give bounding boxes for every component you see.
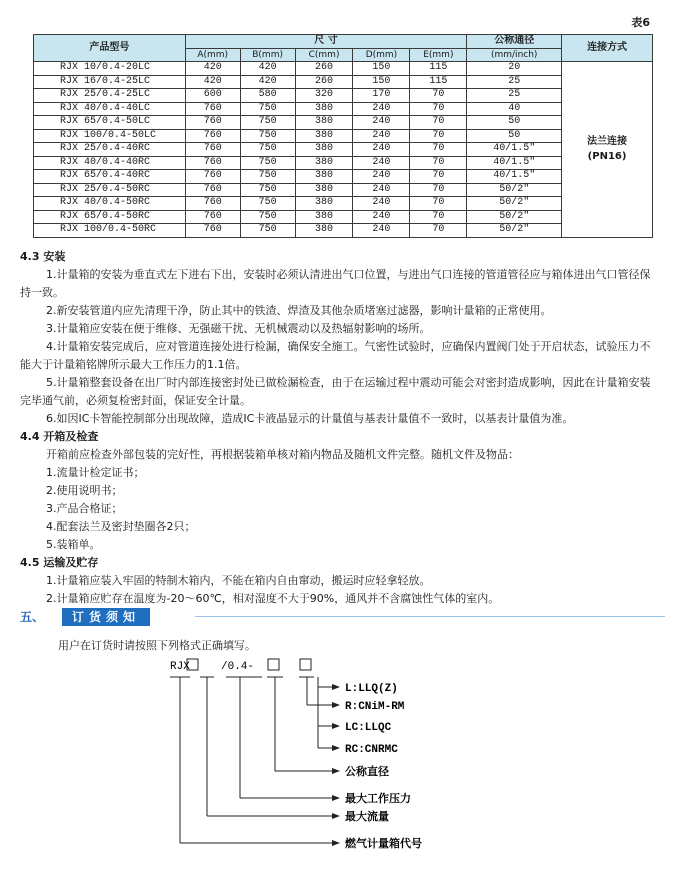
cell-dimension: 760 — [185, 129, 240, 143]
type-option: L:LLQ(Z) — [345, 683, 398, 695]
cell-dimension: 70 — [410, 210, 467, 224]
cell-nominal: 50/2" — [467, 210, 562, 224]
cell-dimension: 70 — [410, 183, 467, 197]
paragraph: 1.计量箱应装入牢固的特制木箱内，不能在箱内自由窜动，搬运时应轻拿轻放。 — [46, 574, 431, 587]
cell-dimension: 750 — [240, 197, 295, 211]
list-item: 1.流量计检定证书； — [46, 466, 145, 479]
cell-dimension: 750 — [240, 156, 295, 170]
cell-dimension: 260 — [295, 75, 353, 89]
cell-dimension: 240 — [353, 224, 410, 238]
cell-model: RJX 25/0.4-40RC — [34, 143, 186, 157]
cell-dimension: 240 — [353, 116, 410, 130]
list-item: 4.配套法兰及密封垫圈各2只； — [46, 520, 196, 533]
section-heading: 4.5 运输及贮存 — [20, 556, 99, 569]
cell-dimension: 380 — [295, 129, 353, 143]
table-row — [34, 197, 653, 211]
header-col-d: D(mm) — [353, 48, 410, 62]
cell-dimension: 580 — [240, 89, 295, 103]
cell-dimension: 760 — [185, 197, 240, 211]
label-max-flow: 最大流量 — [345, 810, 389, 823]
cell-nominal: 50/2" — [467, 224, 562, 238]
heading-rule — [195, 616, 665, 617]
cell-nominal: 50 — [467, 116, 562, 130]
cell-nominal: 50 — [467, 129, 562, 143]
type-option: R:CNiM-RM — [345, 701, 405, 713]
cell-model: RJX 65/0.4-50RC — [34, 210, 186, 224]
cell-dimension: 760 — [185, 143, 240, 157]
cell-dimension: 320 — [295, 89, 353, 103]
header-col-b: B(mm) — [240, 48, 295, 62]
cell-dimension: 380 — [295, 224, 353, 238]
header-connection: 连接方式 — [562, 35, 653, 62]
cell-connection — [562, 62, 653, 238]
cell-dimension: 240 — [353, 129, 410, 143]
cell-model: RJX 100/0.4-50RC — [34, 224, 186, 238]
cell-model: RJX 100/0.4-50LC — [34, 129, 186, 143]
cell-nominal: 25 — [467, 89, 562, 103]
header-model: 产品型号 — [34, 35, 186, 62]
type-option: RC:CNRMC — [345, 744, 398, 756]
cell-model: RJX 40/0.4-50RC — [34, 197, 186, 211]
list-item: 3.产品合格证； — [46, 502, 123, 515]
paragraph: 2.新安装管道内应先清理干净，防止其中的铁渣、焊渣及其他杂质堵塞过滤器，影响计量箱的正常使用。 — [46, 304, 552, 317]
cell-dimension: 750 — [240, 210, 295, 224]
cell-dimension: 750 — [240, 170, 295, 184]
table-caption: 表6 — [631, 16, 650, 29]
paragraph: 4.计量箱安装完成后，应对管道连接处进行检漏，确保安全施工。气密性试验时，应确保内置阀门处于开启状态，试验压力不能大于计量箱铭牌所示最大工作压力的1.1倍。 — [20, 340, 651, 371]
cell-dimension: 760 — [185, 224, 240, 238]
code-mid: /0.4- — [221, 661, 255, 673]
cell-dimension: 115 — [410, 62, 467, 76]
spec-table — [33, 34, 653, 238]
cell-dimension: 750 — [240, 116, 295, 130]
cell-dimension: 380 — [295, 156, 353, 170]
cell-dimension: 420 — [240, 62, 295, 76]
connection-pressure: (PN16) — [587, 151, 627, 163]
cell-dimension: 70 — [410, 102, 467, 116]
order-intro: 用户在订货时请按照下列格式正确填写。 — [58, 639, 256, 652]
paragraph: 6.如因IC卡智能控制部分出现故障，造成IC卡液晶显示的计量值与基表计量值不一致时，以基表计量值为准。 — [46, 412, 574, 425]
table-row — [34, 62, 653, 76]
cell-dimension: 600 — [185, 89, 240, 103]
cell-model: RJX 40/0.4-40RC — [34, 156, 186, 170]
list-item: 2.使用说明书； — [46, 484, 123, 497]
cell-dimension: 750 — [240, 224, 295, 238]
cell-dimension: 70 — [410, 224, 467, 238]
cell-model: RJX 65/0.4-40RC — [34, 170, 186, 184]
table-row — [34, 129, 653, 143]
cell-dimension: 240 — [353, 102, 410, 116]
order-code-diagram — [0, 655, 674, 890]
cell-dimension: 70 — [410, 197, 467, 211]
cell-dimension: 70 — [410, 89, 467, 103]
header-nominal-unit: (mm/inch) — [467, 48, 562, 62]
placeholder-box — [268, 659, 279, 670]
paragraph: 3.计量箱应安装在便于维修、无强磁干扰、无机械震动以及热辐射影响的场所。 — [46, 322, 431, 335]
cell-dimension: 240 — [353, 156, 410, 170]
paragraph: 2.计量箱应贮存在温度为-20～60℃，相对湿度不大于90%，通风并不含腐蚀性气体的室内。 — [46, 592, 500, 605]
cell-dimension: 70 — [410, 129, 467, 143]
label-box-code: 燃气计量箱代号 — [345, 837, 422, 850]
cell-dimension: 380 — [295, 116, 353, 130]
cell-dimension: 760 — [185, 156, 240, 170]
cell-dimension: 760 — [185, 183, 240, 197]
cell-dimension: 380 — [295, 143, 353, 157]
cell-dimension: 760 — [185, 116, 240, 130]
section-title-bar: 订货须知 — [62, 608, 150, 626]
table-row — [34, 89, 653, 103]
cell-dimension: 760 — [185, 102, 240, 116]
cell-nominal: 40/1.5" — [467, 170, 562, 184]
paragraph: 5.计量箱整套设备在出厂时内部连接密封处已做检漏检查，由于在运输过程中震动可能会对密封造成影响，因此在计量箱安装完毕通气前，必须复检密封面，保证安全计量。 — [20, 376, 651, 407]
cell-nominal: 25 — [467, 75, 562, 89]
label-max-pressure: 最大工作压力 — [345, 792, 411, 805]
cell-dimension: 260 — [295, 62, 353, 76]
cell-dimension: 70 — [410, 170, 467, 184]
cell-nominal: 50/2" — [467, 197, 562, 211]
table-row — [34, 116, 653, 130]
table-row — [34, 170, 653, 184]
table-body — [34, 62, 653, 238]
cell-dimension: 420 — [240, 75, 295, 89]
header-col-c: C(mm) — [295, 48, 353, 62]
header-nominal: 公称通径 — [467, 35, 562, 49]
cell-dimension: 240 — [353, 143, 410, 157]
section-number: 五、 — [20, 610, 45, 624]
cell-dimension: 70 — [410, 116, 467, 130]
code-prefix: RJX — [170, 661, 190, 673]
cell-dimension: 750 — [240, 143, 295, 157]
cell-model: RJX 65/0.4-50LC — [34, 116, 186, 130]
table-row — [34, 183, 653, 197]
cell-dimension: 240 — [353, 210, 410, 224]
cell-model: RJX 16/0.4-25LC — [34, 75, 186, 89]
type-option: LC:LLQC — [345, 722, 392, 734]
cell-nominal: 20 — [467, 62, 562, 76]
table-row — [34, 75, 653, 89]
cell-dimension: 240 — [353, 170, 410, 184]
cell-nominal: 40/1.5" — [467, 156, 562, 170]
table-row — [34, 143, 653, 157]
cell-model: RJX 25/0.4-50RC — [34, 183, 186, 197]
cell-model: RJX 10/0.4-20LC — [34, 62, 186, 76]
label-nominal-diameter: 公称直径 — [345, 765, 389, 778]
cell-dimension: 420 — [185, 75, 240, 89]
cell-dimension: 380 — [295, 170, 353, 184]
header-col-e: E(mm) — [410, 48, 467, 62]
placeholder-box — [300, 659, 311, 670]
section-5-heading — [20, 608, 150, 626]
cell-dimension: 115 — [410, 75, 467, 89]
cell-dimension: 750 — [240, 102, 295, 116]
cell-dimension: 380 — [295, 210, 353, 224]
cell-dimension: 380 — [295, 183, 353, 197]
header-col-a: A(mm) — [185, 48, 240, 62]
paragraph: 开箱前应检查外部包装的完好性，再根据装箱单核对箱内物品及随机文件完整。随机文件及物品： — [46, 448, 519, 461]
cell-dimension: 240 — [353, 197, 410, 211]
cell-dimension: 760 — [185, 210, 240, 224]
connection-type: 法兰连接 — [587, 136, 628, 148]
cell-dimension: 380 — [295, 197, 353, 211]
header-dims: 尺 寸 — [185, 35, 467, 49]
cell-dimension: 380 — [295, 102, 353, 116]
cell-dimension: 70 — [410, 143, 467, 157]
table-row — [34, 210, 653, 224]
cell-dimension: 150 — [353, 62, 410, 76]
cell-dimension: 170 — [353, 89, 410, 103]
cell-dimension: 240 — [353, 183, 410, 197]
table-row — [34, 102, 653, 116]
cell-model: RJX 25/0.4-25LC — [34, 89, 186, 103]
cell-nominal: 50/2" — [467, 183, 562, 197]
cell-dimension: 70 — [410, 156, 467, 170]
cell-dimension: 420 — [185, 62, 240, 76]
cell-dimension: 150 — [353, 75, 410, 89]
paragraph: 1.计量箱的安装为垂直式左下进右下出，安装时必须认清进出气口位置，与进出气口连接的管道管径应与箱体进出气口管径保持一致。 — [20, 268, 651, 299]
section-4-3 — [20, 248, 660, 608]
table-row — [34, 224, 653, 238]
section-heading: 4.4 开箱及检查 — [20, 430, 99, 443]
cell-nominal: 40/1.5" — [467, 143, 562, 157]
cell-dimension: 750 — [240, 183, 295, 197]
cell-dimension: 760 — [185, 170, 240, 184]
table-row — [34, 156, 653, 170]
section-heading: 4.3 安装 — [20, 250, 66, 263]
cell-dimension: 750 — [240, 129, 295, 143]
cell-nominal: 40 — [467, 102, 562, 116]
cell-model: RJX 40/0.4-40LC — [34, 102, 186, 116]
list-item: 5.装箱单。 — [46, 538, 101, 551]
